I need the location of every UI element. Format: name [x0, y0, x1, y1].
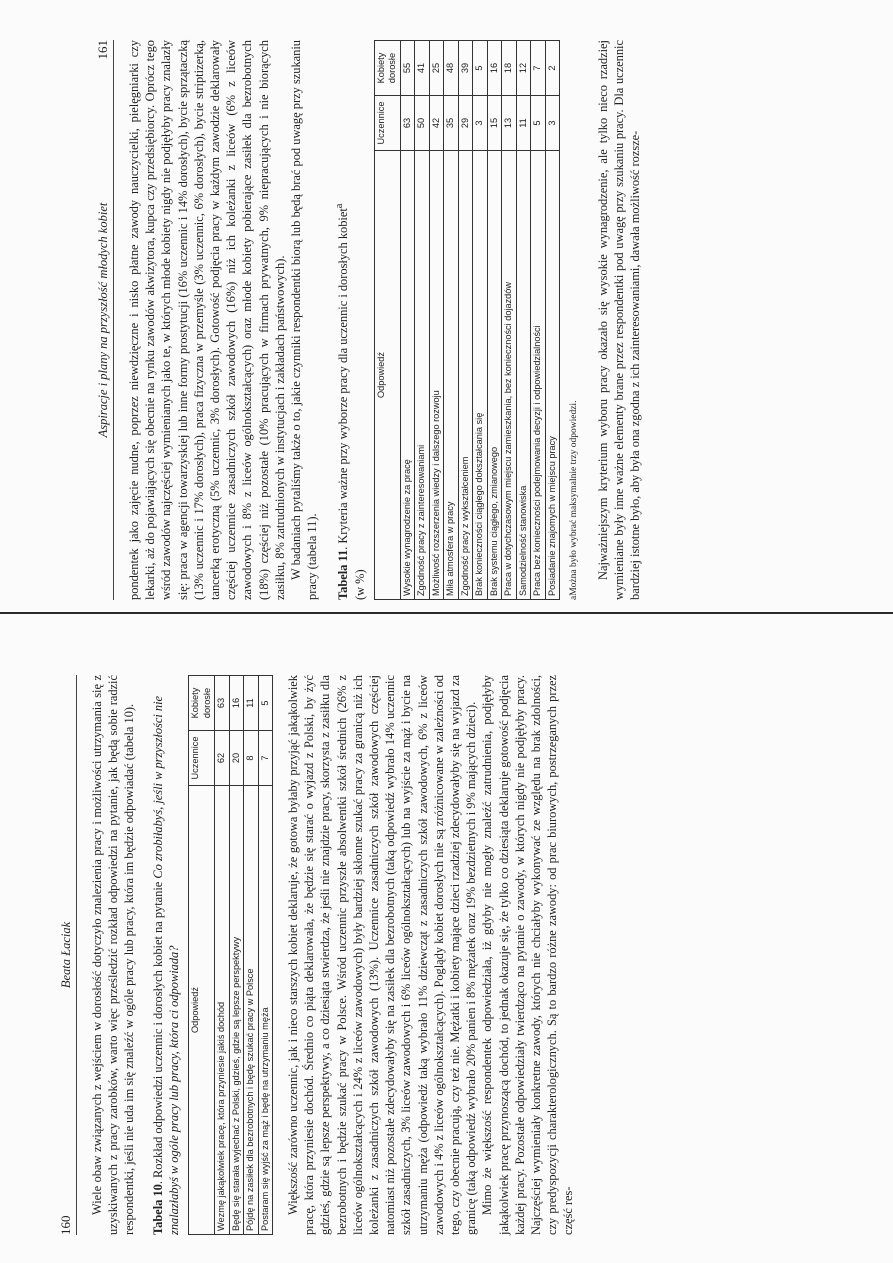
page-divider — [0, 612, 893, 614]
answer-cell: Pójdę na zasiłek dla bezrobotnych i będę szukać pracy w Polsce — [244, 786, 259, 1235]
answer-cell: Wysokie wynagrodzenie za pracę — [400, 151, 415, 600]
adults-cell: 41 — [415, 41, 430, 96]
caption-text: . Rozkład odpowiedzi uczennic i dorosłych kobiet na pytanie — [150, 878, 165, 1185]
table-row — [215, 676, 230, 1235]
answer-cell: Brak systemu ciągłego, zmianowego — [487, 151, 502, 600]
table-caption — [332, 40, 368, 600]
page-number: 160 — [58, 1215, 73, 1235]
adults-cell: 18 — [502, 41, 517, 96]
table-row — [545, 41, 560, 600]
paragraph: Najważniejszym kryterium wyboru pracy okazało się wysokie wynagrodzenie, ale tylko nieco rzadziej wymieniane były inne ważne elementy brane przez respondentki pod uwagę przy szukaniu pracy. Dla uczennic bardziej istotne było, aby była ona zgodna z ich zainteresowaniami, dawała możliwość rozsze- — [595, 40, 643, 600]
paragraph: Mimo że większość respondentek odpowiedziała, iż gdyby nie mogły znaleźć zatrudnienia, podjęłyby jakąkolwiek pracę przynoszącą dochód, to jednak okazuje się, że tylko co dziesiąta deklaruje gotowość podjęcia każdej pracy. Pozostałe odpowiedziały twierdząco na pytanie o zawody, w których nigdy nie podjęłyby pracy. Najczęściej wymieniały konkretne zawody, których nie chciałyby wykonywać ze względu na brak zdolności, czy predyspozycji charakterologicznych. Są to bardzo różne zawody: od prac biurowych, postrzeganych przez część res- — [480, 675, 576, 1235]
paragraph: Większość zarówno uczennic, jak i nieco starszych kobiet deklaruje, że gotowa byłaby przyjąć jakąkolwiek pracę, która przyniesie dochód. Średnio co piąta deklarowała, że będzie się starać o wyjazd z Polski, by żyć gdzieś, gdzie są lepsze perspektywy, a co dziesiąta stwierdza, że jeśli nie znajdzie pracy, skorzysta z zasiłku dla bezrobotnych i będzie szukać pracy w Polsce. Wśród uczennic przyszłe absolwentki szkół średnich (26% z liceów ogólnokształcących i 24% z liceów zawodowych) były bardziej skłonne szukać pracy za granicą niż ich koleżanki z zasadniczych szkół zawodowych (13%). Uczennice zasadniczych szkół zawodowych częściej natomiast niż pozostałe zdecydowałyby się na zasiłek dla bezrobotnych (taką odpowiedź wybrało 14% uczennic szkół zasadniczych, 3% liceów zawodowych i 6% liceów ogólnokształcących) lub na wyjście za mąż i bycie na utrzymaniu męża (odpowiedź taką wybrało 11% dziewcząt z zasadniczych szkół zawodowych, 6% z liceów zawodowych i 4% z liceów ogólnokształcących). Poglądy kobiet dorosłych nie są zróżnicowane w zależności od tego, czy obecnie pracują, czy też nie. Mężatki i kobiety mające dzieci rzadziej zdecydowałyby się na wyjazd za granicę (taką odpowiedź wybrało 20% panien i 8% mężatek oraz 19% bezdzietnych i 9% mających dzieci). — [286, 675, 479, 1235]
page-161 — [95, 40, 893, 600]
table-row — [502, 41, 517, 600]
table-row — [531, 41, 546, 600]
answer-cell: Możliwość rozszerzenia wiedzy i dalszego rozwoju — [429, 151, 444, 600]
students-cell: 5 — [531, 96, 546, 151]
answer-cell: Praca w dotychczasowym miejscu zamieszkania, bez konieczności dojazdów — [502, 151, 517, 600]
table-row — [429, 41, 444, 600]
table-10 — [188, 675, 273, 1235]
answer-cell: Samodzielność stanowiska — [516, 151, 531, 600]
column-header: Odpowiedź — [374, 151, 400, 600]
table-row — [487, 41, 502, 600]
running-head-title: Aspiracje i plany na przyszłość młodych kobiet — [96, 202, 110, 438]
table-row — [458, 41, 473, 600]
answer-cell: Będę się starała wyjechać z Polski, gdzieś, gdzie są lepsze perspektywy — [229, 786, 244, 1235]
table-label: Tabela 11 — [336, 549, 351, 600]
adults-cell: 39 — [458, 41, 473, 96]
students-cell: 20 — [229, 731, 244, 786]
table-row — [400, 41, 415, 600]
adults-cell: 5 — [258, 676, 273, 731]
running-head — [95, 40, 114, 600]
students-cell: 8 — [244, 731, 259, 786]
adults-cell: 63 — [215, 676, 230, 731]
page-number: 161 — [95, 40, 110, 60]
answer-cell: Posiadanie znajomych w miejscu pracy — [545, 151, 560, 600]
caption-text: . Kryteria ważne przy wyborze pracy dla uczennic i dorosłych kobiet — [336, 208, 351, 550]
table-row — [258, 676, 273, 1235]
table-label: Tabela 10 — [150, 1184, 165, 1235]
running-head — [58, 675, 77, 1235]
table-footnote: aMożna było wybrać maksymalnie trzy odpowiedzi. — [569, 400, 580, 600]
adults-cell: 16 — [487, 41, 502, 96]
answer-cell: Postaram się wyjść za mąż i będę na utrzymaniu męża — [258, 786, 273, 1235]
table-caption — [150, 675, 182, 1235]
column-header: Kobiety dorosłe — [374, 41, 400, 96]
adults-cell: 12 — [516, 41, 531, 96]
students-cell: 35 — [444, 96, 459, 151]
table-11 — [374, 40, 561, 600]
table-row — [444, 41, 459, 600]
students-cell: 11 — [516, 96, 531, 151]
answer-cell: Brak konieczności ciągłego dokształcania się — [473, 151, 488, 600]
adults-cell: 55 — [400, 41, 415, 96]
adults-cell: 25 — [429, 41, 444, 96]
adults-cell: 48 — [444, 41, 459, 96]
adults-cell: 7 — [531, 41, 546, 96]
students-cell: 13 — [502, 96, 517, 151]
students-cell: 62 — [215, 731, 230, 786]
answer-cell: Praca bez konieczności podejmowania decyzji i odpowiedzialności — [531, 151, 546, 600]
column-header: Kobiety dorosłe — [189, 676, 215, 731]
caption-unit: (w %) — [352, 569, 367, 600]
paragraph: W badaniach pytaliśmy także o to, jakie czynniki respondentki biorą lub będą brać pod uwagę przy szukaniu pracy (tabela 11). — [289, 40, 320, 600]
answer-cell: Zgodność pracy z zainteresowaniami — [415, 151, 430, 600]
students-cell: 7 — [258, 731, 273, 786]
table-row — [229, 676, 244, 1235]
caption-question: Co zrobiłabyś, jeśli w przyszłości nie znalazłabyś w ogóle pracy lub pracy, która ci odpowiada? — [150, 695, 181, 1235]
students-cell: 42 — [429, 96, 444, 151]
adults-cell: 2 — [545, 41, 560, 96]
students-cell: 63 — [400, 96, 415, 151]
page-160 — [58, 675, 858, 1235]
adults-cell: 11 — [244, 676, 259, 731]
students-cell: 50 — [415, 96, 430, 151]
students-cell: 15 — [487, 96, 502, 151]
table-row — [516, 41, 531, 600]
adults-cell: 5 — [473, 41, 488, 96]
answer-cell: Miła atmosfera w pracy — [444, 151, 459, 600]
table-row — [473, 41, 488, 600]
running-head-author: Beata Łaciak — [59, 921, 73, 989]
column-header: Uczennice — [189, 731, 215, 786]
answer-cell: Wezmę jakąkolwiek pracę, która przyniesie jakiś dochód — [215, 786, 230, 1235]
students-cell: 3 — [545, 96, 560, 151]
students-cell: 29 — [458, 96, 473, 151]
column-header: Odpowiedź — [189, 786, 215, 1235]
paragraph: pondentek jako zajęcie nudne, poprzez niewdzięczne i nisko płatne zawody nauczycielki, pielęgniarki czy lekarki, aż do pojawiających się obecnie na rynku zawodów akwizytora, kupca czy przedsiębiorcy. Oprócz tego wśród zawodów najczęściej wymienianych jako te, w których młode kobiety nigdy nie podjęłyby pracy znalazły się: praca w agencji towarzyskiej lub inne formy prostytucji (16% uczennic i 14% dorosłych), bycie sprzątaczką (13% uczennic i 17% dorosłych), praca fizyczna w przemyśle (3% uczennic, 6% dorosłych), bycie striptizerką, tancerką erotyczną (5% uczennic, 3% dorosłych). Gotowość podjęcia pracy w każdym zawodzie deklarowały częściej uczennice zasadniczych szkół zawodowych (16%) niż ich koleżanki z liceów (6% z liceów zawodowych i 8% z liceów ogólnokształcących) oraz młode kobiety pobierające zasiłek dla bezrobotnych (18%) częściej niż pozostałe (10% pracujących w firmach prywatnych, 9% niepracujących i nie biorących zasiłku, 8% zatrudnionych w instytucjach i zakładach państwowych). — [127, 40, 287, 600]
students-cell: 3 — [473, 96, 488, 151]
answer-cell: Zgodność pracy z wykształceniem — [458, 151, 473, 600]
paragraph: Wiele obaw związanych z wejściem w dorosłość dotyczyło znalezienia pracy i możliwości utrzymania się z uzyskiwanych z pracy zarobków, warto więc prześledzić rozkład odpowiedzi na pytanie, jak będą sobie radzić respondentki, jeśli nie uda im się znaleźć w ogóle pracy lub pracy, która im będzie odpowiadać (tabela 10). — [90, 675, 137, 1235]
column-header: Uczennice — [374, 96, 400, 151]
adults-cell: 16 — [229, 676, 244, 731]
table-row — [244, 676, 259, 1235]
table-row — [415, 41, 430, 600]
caption-footnote-mark: a — [334, 203, 346, 209]
